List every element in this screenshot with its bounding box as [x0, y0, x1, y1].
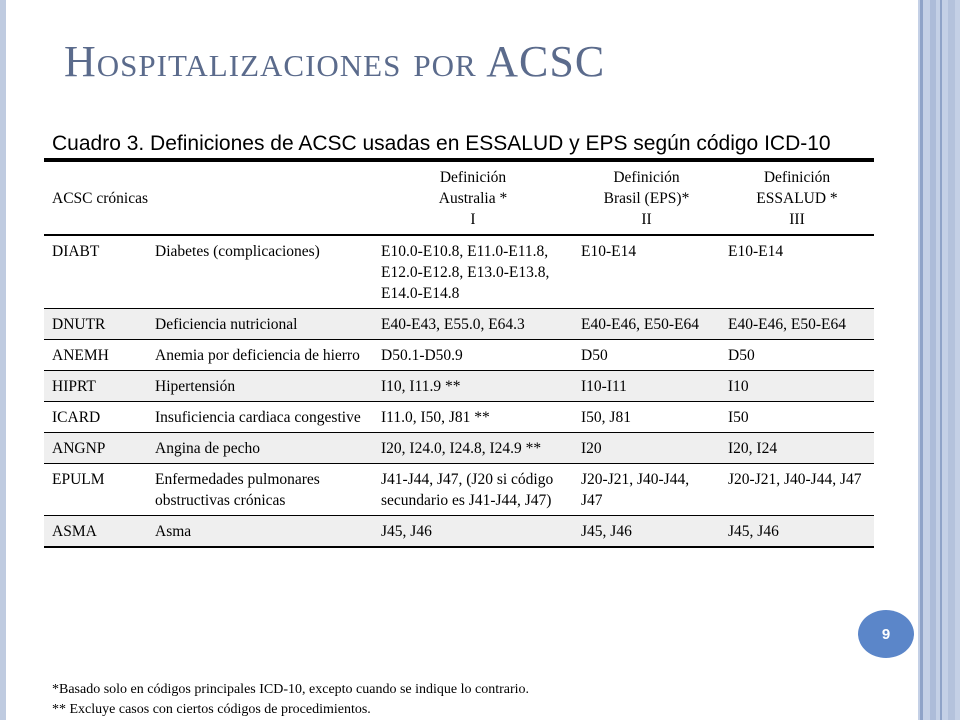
frame-stripe: [940, 0, 942, 720]
row-name: Diabetes (complicaciones): [147, 235, 373, 309]
row-brasil: I50, J81: [573, 402, 720, 433]
row-code: ANEMH: [44, 340, 147, 371]
footnote: *Basado solo en códigos principales ICD-10, excepto cuando se indique lo contrario.: [52, 682, 530, 697]
header-definicion-essalud: [720, 161, 874, 235]
row-essalud: I50: [720, 402, 874, 433]
header-line: Australia *: [438, 190, 508, 207]
table-row: [44, 235, 874, 309]
row-name: Insuficiencia cardiaca congestive: [147, 402, 373, 433]
frame-stripe: [920, 0, 923, 720]
row-australia: J45, J46: [373, 516, 573, 548]
row-name: Asma: [147, 516, 373, 548]
footnote: ** Excluye casos con ciertos códigos de procedimientos.: [52, 702, 371, 717]
row-australia: I20, I24.0, I24.8, I24.9 **: [373, 433, 573, 464]
table-caption: Cuadro 3. Definiciones de ACSC usadas en ESSALUD y EPS según código ICD-10: [52, 132, 831, 155]
row-brasil: E10-E14: [573, 235, 720, 309]
row-name: Anemia por deficiencia de hierro: [147, 340, 373, 371]
definitions-table: [44, 158, 874, 548]
row-essalud: I20, I24: [720, 433, 874, 464]
frame-stripe: [930, 0, 936, 720]
row-brasil: D50: [573, 340, 720, 371]
row-brasil: J45, J46: [573, 516, 720, 548]
row-name: Enfermedades pulmonares obstructivas crónicas: [147, 464, 373, 516]
header-line: ESSALUD *: [756, 190, 838, 207]
right-frame-border: [918, 0, 960, 720]
row-brasil: I10-I11: [573, 371, 720, 402]
header-definicion-australia: [373, 161, 573, 235]
row-essalud: I10: [720, 371, 874, 402]
left-frame-border: [0, 0, 6, 720]
table-footnotes: [52, 680, 529, 720]
row-name: Angina de pecho: [147, 433, 373, 464]
row-australia: D50.1-D50.9: [373, 340, 573, 371]
table-row: [44, 371, 874, 402]
row-australia: E40-E43, E55.0, E64.3: [373, 309, 573, 340]
row-code: DIABT: [44, 235, 147, 309]
row-essalud: J20-J21, J40-J44, J47: [720, 464, 874, 516]
row-essalud: J45, J46: [720, 516, 874, 548]
page-number-badge: 9: [858, 610, 914, 658]
row-australia: J41-J44, J47, (J20 si código secundario es J41-J44, J47): [373, 464, 573, 516]
row-code: ASMA: [44, 516, 147, 548]
row-essalud: E40-E46, E50-E64: [720, 309, 874, 340]
slide-title: Hospitalizaciones por ACSC: [64, 37, 606, 86]
row-code: EPULM: [44, 464, 147, 516]
row-code: HIPRT: [44, 371, 147, 402]
table-row: [44, 516, 874, 548]
header-definicion-brasil: [573, 161, 720, 235]
header-line: Brasil (EPS)*: [603, 190, 690, 207]
frame-stripe: [948, 0, 955, 720]
table-row: [44, 402, 874, 433]
row-brasil: J20-J21, J40-J44, J47: [573, 464, 720, 516]
table-row: [44, 309, 874, 340]
row-essalud: E10-E14: [720, 235, 874, 309]
row-brasil: E40-E46, E50-E64: [573, 309, 720, 340]
definitions-table-container: [44, 158, 874, 548]
row-code: ICARD: [44, 402, 147, 433]
header-line: Definición: [763, 169, 831, 186]
row-australia: I10, I11.9 **: [373, 371, 573, 402]
row-code: ANGNP: [44, 433, 147, 464]
header-line: III: [789, 211, 805, 228]
header-line: Definición: [613, 169, 680, 186]
header-line: Definición: [439, 169, 507, 186]
row-australia: I11.0, I50, J81 **: [373, 402, 573, 433]
table-header-row: [44, 161, 874, 235]
header-line: I: [470, 211, 476, 228]
table-row: [44, 433, 874, 464]
header-line: II: [641, 211, 652, 228]
row-name: Hipertensión: [147, 371, 373, 402]
row-brasil: I20: [573, 433, 720, 464]
row-code: DNUTR: [44, 309, 147, 340]
row-name: Deficiencia nutricional: [147, 309, 373, 340]
table-row: [44, 464, 874, 516]
row-australia: E10.0-E10.8, E11.0-E11.8, E12.0-E12.8, E13.0-E13.8, E14.0-E14.8: [373, 235, 573, 309]
header-acsc-cronicas: ACSC crónicas: [44, 161, 373, 235]
table-row: [44, 340, 874, 371]
row-essalud: D50: [720, 340, 874, 371]
